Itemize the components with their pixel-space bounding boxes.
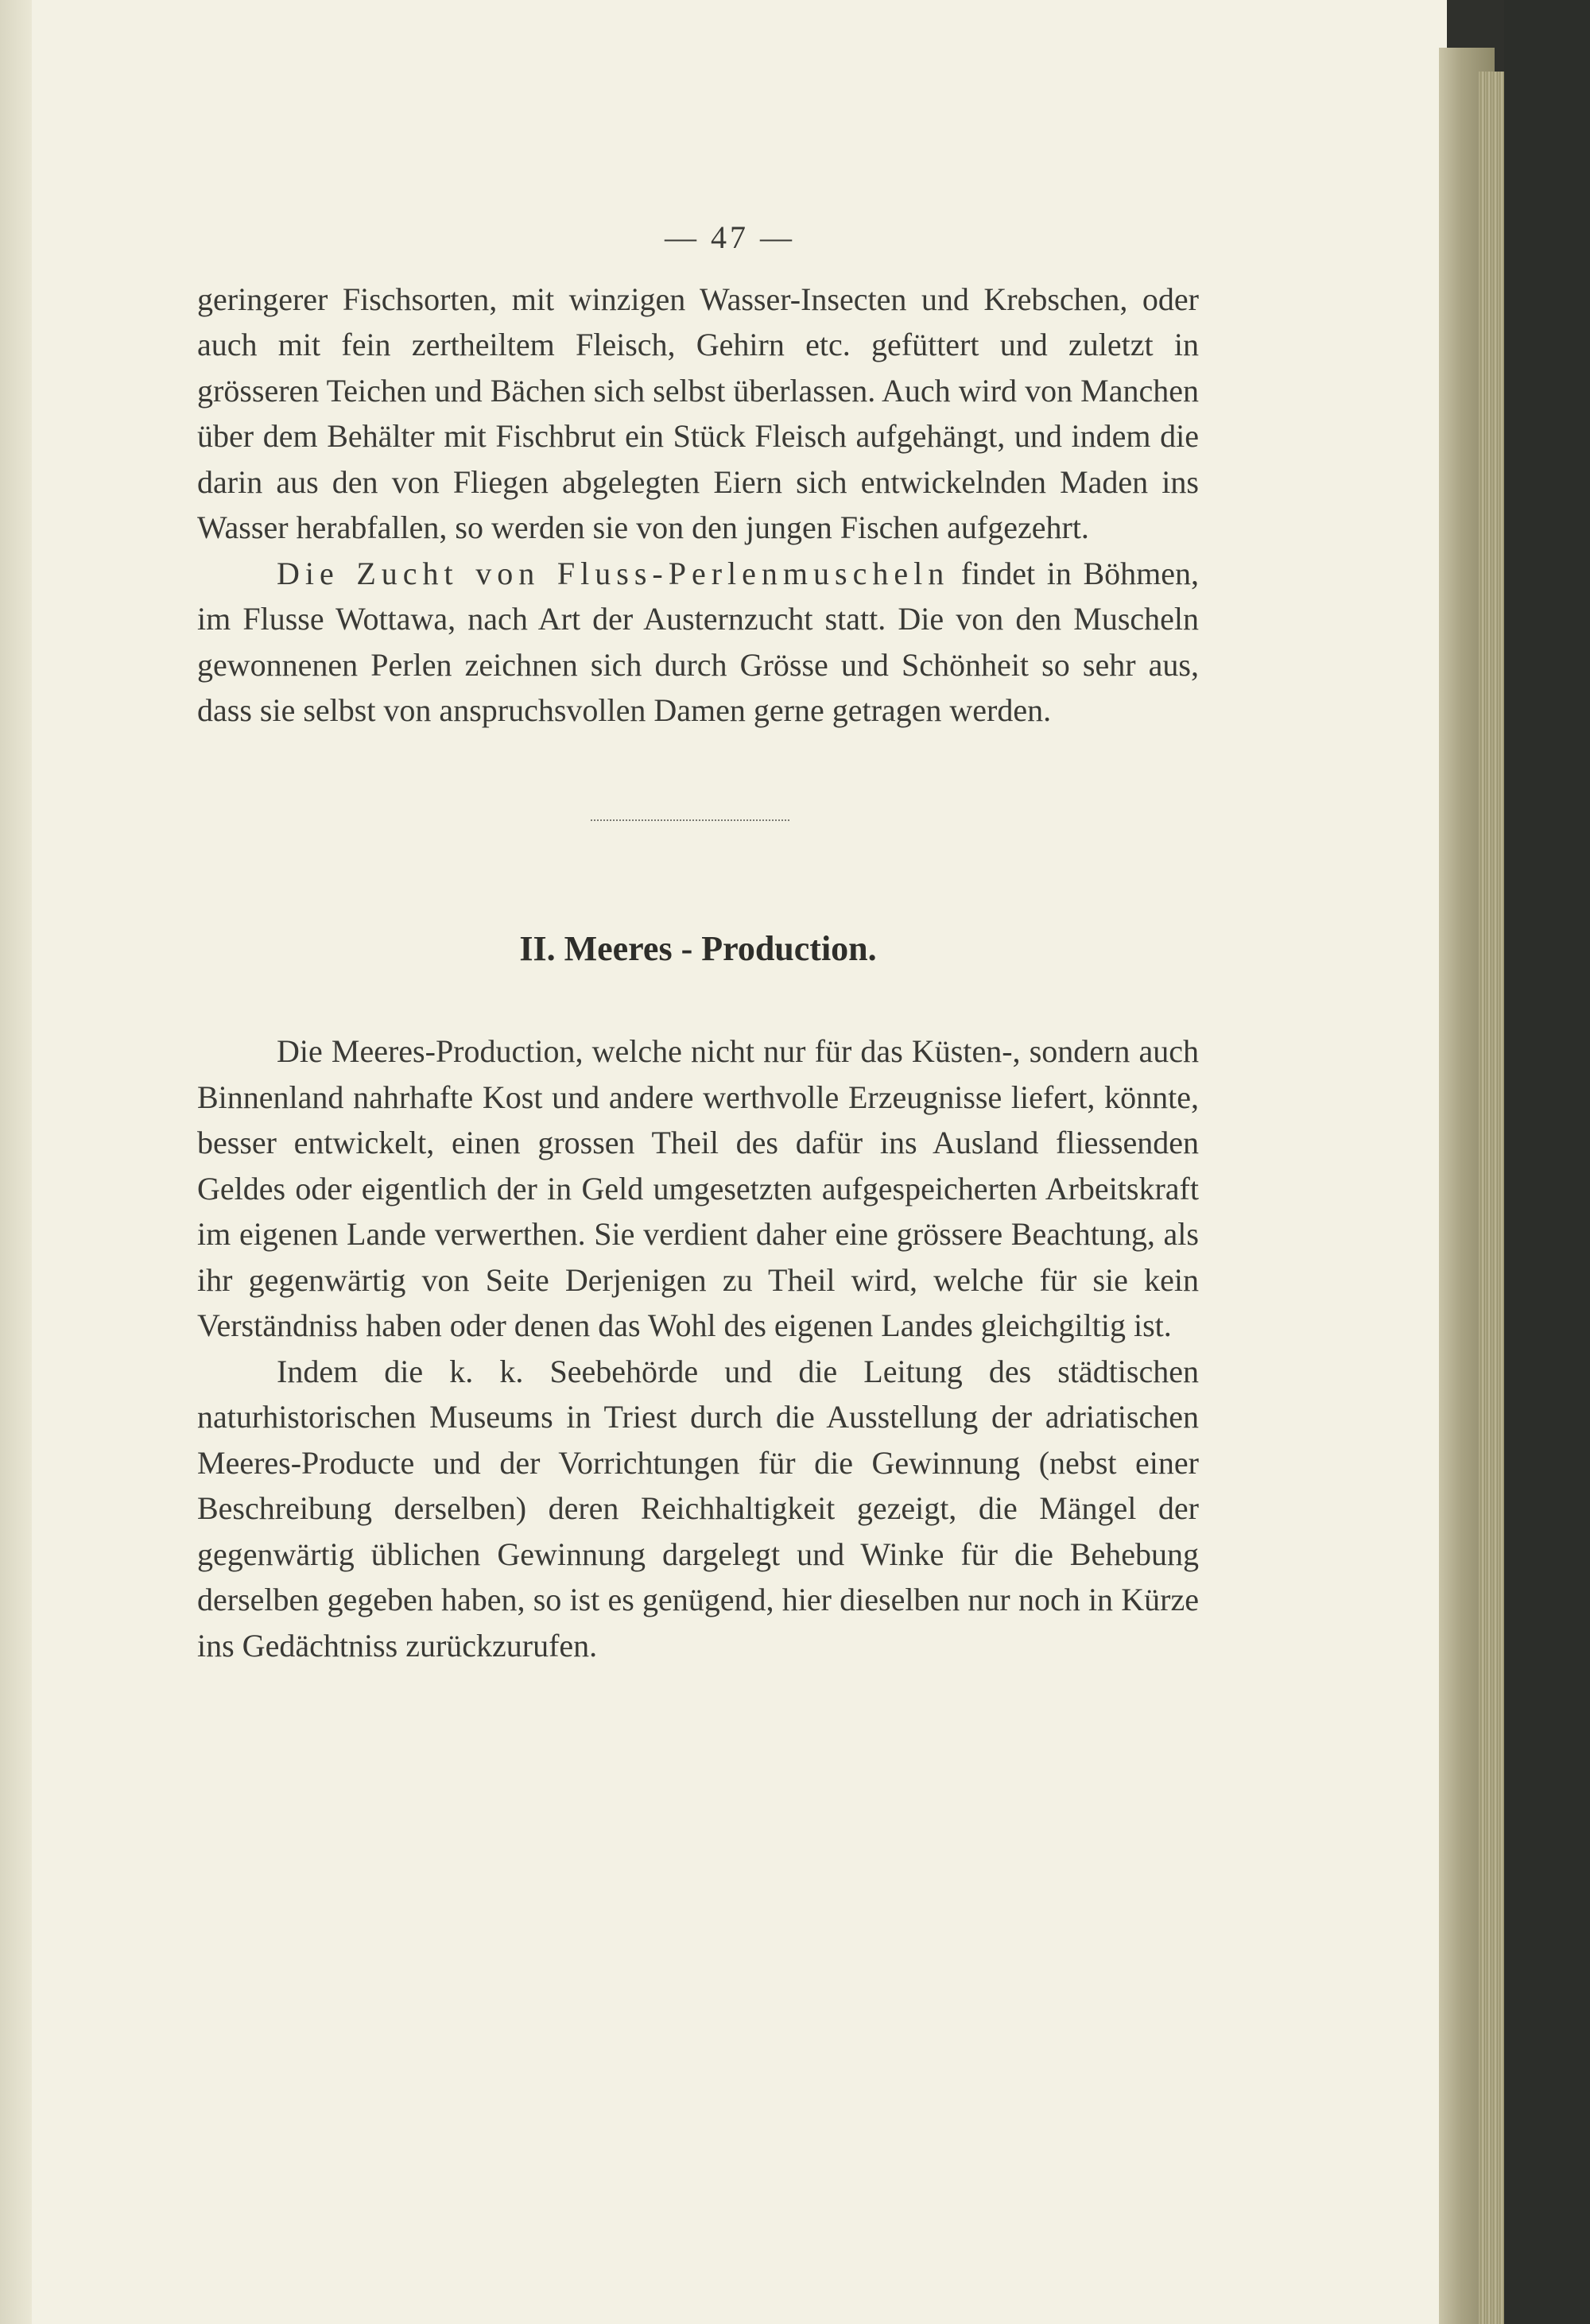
- section-title: II. Meeres - Production.: [519, 928, 877, 968]
- paragraph-pearl-mussels-text: findet in Böhmen, im Flusse Wottawa, nach Art der Austernzucht statt. Die von den Muscheln gewonnenen Perlen zeichnen sich durch Grösse und Schönheit so sehr aus, dass sie selbst von anspruchsvollen Damen gerne getragen werden.: [197, 555, 1200, 728]
- text-block: [197, 215, 1199, 1668]
- page-number: — 47 —: [665, 219, 795, 255]
- paragraph-pearl-mussels: [197, 551, 1199, 734]
- section-divider: [591, 819, 789, 821]
- paragraph-fish-feeding: geringerer Fischsorten, mit winzigen Wasser-Insecten und Krebschen, oder auch mit fein zertheiltem Fleisch, Gehirn etc. gefüttert und zuletzt in grösseren Teichen und Bächen sich selbst überlassen. Auch wird von Manchen über dem Behälter mit Fischbrut ein Stück Fleisch aufgehängt, und indem die darin aus den von Fliegen abgelegten Eiern sich entwickelnden Maden ins Wasser herabfallen, so werden sie von den jungen Fischen aufgezehrt.: [197, 281, 1199, 545]
- page-stack-edge: [1479, 72, 1504, 2324]
- paragraph-marine-production: Die Meeres-Production, welche nicht nur für das Küsten-, sondern auch Binnenland nahrhafte Kost und andere werthvolle Erzeugnisse liefert, könnte, besser entwickelt, einen grossen Theil des dafür ins Ausland fliessenden Geldes oder eigentlich der in Geld umgesetzten aufgespeicherten Arbeitskraft im eigenen Lande verwerthen. Sie verdient daher eine grössere Beachtung, als ihr gegenwärtig von Seite Derjenigen zu Theil wird, welche für sie kein Verständniss haben oder denen das Wohl des eigenen Landes gleichgiltig ist.: [197, 1033, 1199, 1343]
- emphasis-pearl-mussel-breeding: Die Zucht von Fluss-Perlenmuscheln: [277, 555, 950, 591]
- paragraph-trieste-exhibition: Indem die k. k. Seebehörde und die Leitung des städtischen naturhistorischen Museums in Triest durch die Ausstellung der adriatischen Meeres-Producte und der Vorrichtungen für die Gewinnung (nebst einer Beschreibung derselben) deren Reichhaltigkeit gezeigt, die Mängel der gegenwärtig üblichen Gewinnung dargelegt und Winke für die Behebung derselben gegeben haben, so ist es genügend, hier dieselben nur noch in Kürze ins Gedächtniss zurückzurufen.: [197, 1353, 1199, 1664]
- book-cover: [1504, 0, 1590, 2324]
